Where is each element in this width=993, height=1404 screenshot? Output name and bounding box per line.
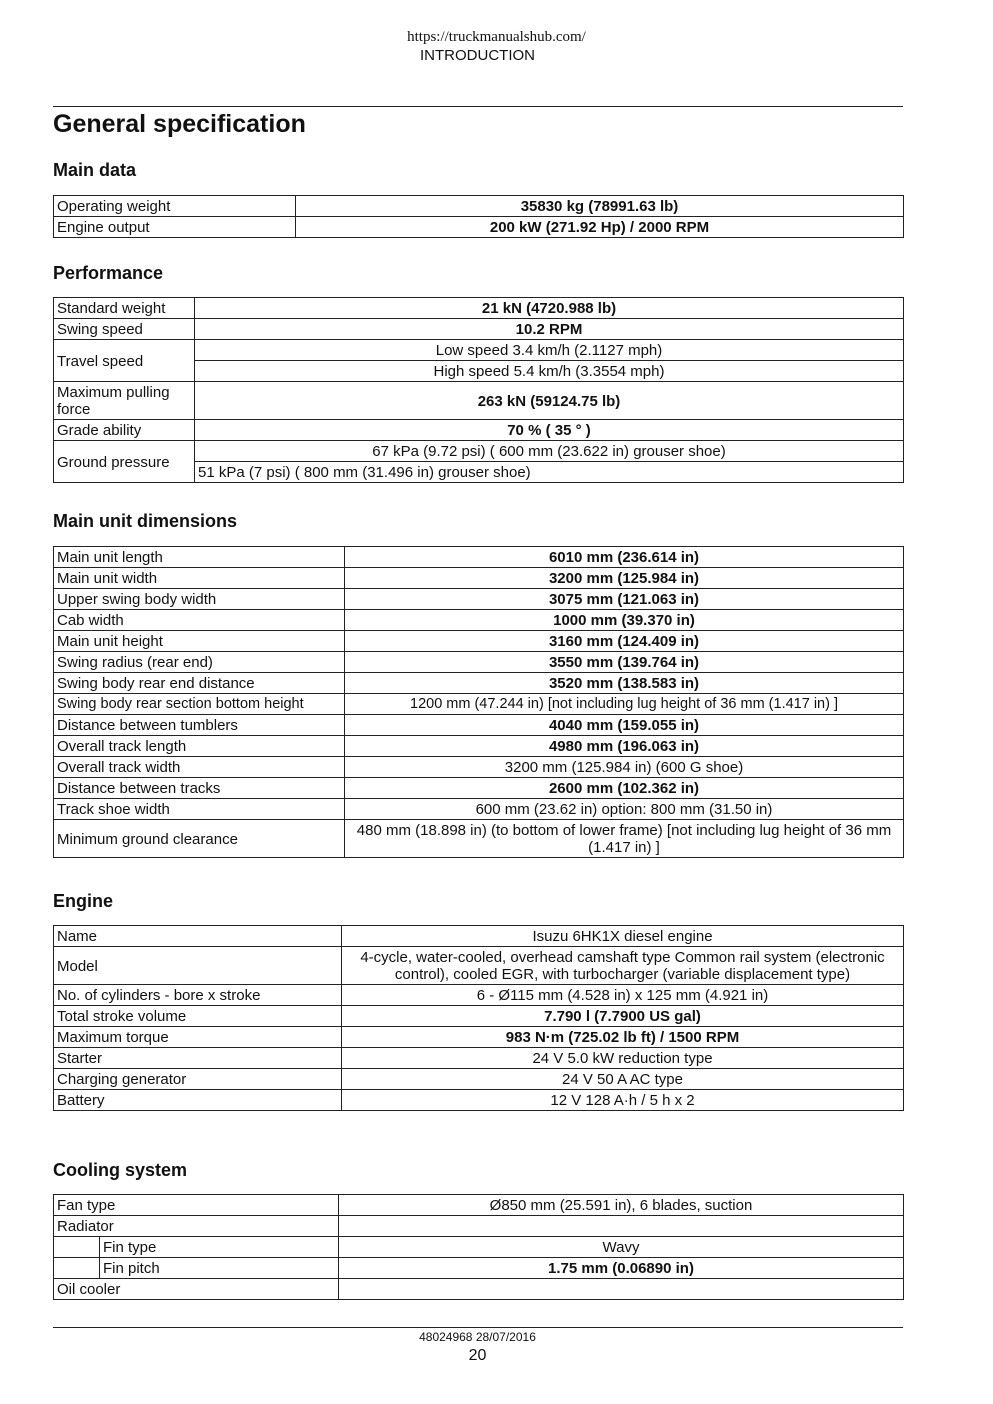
row-value: 983 N·m (725.02 lb ft) / 1500 RPM [342, 1027, 904, 1048]
row-value: Ø850 mm (25.591 in), 6 blades, suction [339, 1195, 904, 1216]
row-value: 10.2 RPM [195, 319, 904, 340]
row-value: 3550 mm (139.764 in) [345, 652, 904, 673]
row-label: Starter [54, 1048, 342, 1069]
row-value: 3520 mm (138.583 in) [345, 673, 904, 694]
row-value: 480 mm (18.898 in) (to bottom of lower frame) [not including lug height of 36 mm (1.417 in) ] [345, 820, 904, 858]
table-row [54, 298, 904, 319]
row-value: 3160 mm (124.409 in) [345, 631, 904, 652]
main-data-table [53, 195, 904, 238]
row-value: 1200 mm (47.244 in) [not including lug height of 36 mm (1.417 in) ] [345, 694, 904, 715]
row-label: Swing speed [54, 319, 195, 340]
row-value: 4-cycle, water-cooled, overhead camshaft type Common rail system (electronic control), cooled EGR, with turbocharger (variable displacement type) [342, 947, 904, 985]
table-row [54, 319, 904, 340]
row-value: 24 V 50 A AC type [342, 1069, 904, 1090]
row-value: 6010 mm (236.614 in) [345, 547, 904, 568]
table-row [54, 778, 904, 799]
row-label: Distance between tracks [54, 778, 345, 799]
row-label: Travel speed [54, 340, 195, 382]
row-label: Model [54, 947, 342, 985]
row-label: Overall track width [54, 757, 345, 778]
row-value: 600 mm (23.62 in) option: 800 mm (31.50 in) [345, 799, 904, 820]
row-value: 51 kPa (7 psi) ( 800 mm (31.496 in) grouser shoe) [195, 462, 904, 483]
row-label: Upper swing body width [54, 589, 345, 610]
row-value: 1000 mm (39.370 in) [345, 610, 904, 631]
indent-cell [54, 1258, 100, 1279]
row-label: Battery [54, 1090, 342, 1111]
section-title-dimensions: Main unit dimensions [53, 511, 238, 531]
row-value [339, 1279, 904, 1300]
cooling-table [53, 1194, 904, 1300]
row-value: 21 kN (4720.988 lb) [195, 298, 904, 319]
row-value: Wavy [339, 1237, 904, 1258]
table-row [54, 985, 904, 1006]
table-row [54, 1195, 904, 1216]
row-value: 4040 mm (159.055 in) [345, 715, 904, 736]
footer-code: 48024968 28/07/2016 [419, 1330, 536, 1344]
row-label: Minimum ground clearance [54, 820, 345, 858]
table-row [54, 1006, 904, 1027]
header-url: https://truckmanualshub.com/ [407, 29, 586, 45]
row-value: 2600 mm (102.362 in) [345, 778, 904, 799]
table-row [54, 1090, 904, 1111]
row-value: 6 - Ø115 mm (4.528 in) x 125 mm (4.921 in) [342, 985, 904, 1006]
table-row [54, 568, 904, 589]
table-row [54, 820, 904, 858]
table-row [54, 715, 904, 736]
table-row [54, 673, 904, 694]
row-label: Grade ability [54, 420, 195, 441]
row-label: Ground pressure [54, 441, 195, 483]
row-value: 3075 mm (121.063 in) [345, 589, 904, 610]
bottom-rule [53, 1327, 903, 1328]
table-row [54, 1279, 904, 1300]
row-value: Low speed 3.4 km/h (2.1127 mph) [195, 340, 904, 361]
row-value: 35830 kg (78991.63 lb) [296, 196, 904, 217]
table-row [54, 926, 904, 947]
row-label: Fin type [100, 1237, 339, 1258]
row-label: Main unit height [54, 631, 345, 652]
table-row [54, 1216, 904, 1237]
row-value: 67 kPa (9.72 psi) ( 600 mm (23.622 in) grouser shoe) [195, 441, 904, 462]
row-label: Cab width [54, 610, 345, 631]
row-label: Overall track length [54, 736, 345, 757]
table-row [54, 589, 904, 610]
row-label: Fin pitch [100, 1258, 339, 1279]
table-row [54, 757, 904, 778]
row-label: Track shoe width [54, 799, 345, 820]
table-row [54, 217, 904, 238]
row-value: Isuzu 6HK1X diesel engine [342, 926, 904, 947]
row-label: Name [54, 926, 342, 947]
row-label: Main unit length [54, 547, 345, 568]
row-value: 3200 mm (125.984 in) (600 G shoe) [345, 757, 904, 778]
row-value: 24 V 5.0 kW reduction type [342, 1048, 904, 1069]
indent-cell [54, 1237, 100, 1258]
row-value: 263 kN (59124.75 lb) [195, 382, 904, 420]
row-label: Maximum torque [54, 1027, 342, 1048]
row-value: 12 V 128 A·h / 5 h x 2 [342, 1090, 904, 1111]
row-label: Main unit width [54, 568, 345, 589]
table-row [54, 694, 904, 715]
table-row [54, 547, 904, 568]
table-row [54, 340, 904, 361]
section-title-cooling: Cooling system [53, 1160, 188, 1180]
section-title-main-data: Main data [53, 160, 137, 180]
row-value: 7.790 l (7.7900 US gal) [342, 1006, 904, 1027]
table-row [54, 947, 904, 985]
header-section: INTRODUCTION [420, 47, 535, 64]
row-value [339, 1216, 904, 1237]
row-label: No. of cylinders - bore x stroke [54, 985, 342, 1006]
row-value: 200 kW (271.92 Hp) / 2000 RPM [296, 217, 904, 238]
table-row [54, 1048, 904, 1069]
row-value: 1.75 mm (0.06890 in) [339, 1258, 904, 1279]
page-title: General specification [53, 110, 306, 138]
row-label: Oil cooler [54, 1279, 339, 1300]
row-label: Radiator [54, 1216, 339, 1237]
table-row [54, 652, 904, 673]
row-value: 3200 mm (125.984 in) [345, 568, 904, 589]
table-row [54, 382, 904, 420]
table-row [54, 799, 904, 820]
row-value: High speed 5.4 km/h (3.3554 mph) [195, 361, 904, 382]
table-row [54, 1237, 904, 1258]
row-label: Operating weight [54, 196, 296, 217]
row-label: Swing radius (rear end) [54, 652, 345, 673]
row-label: Swing body rear end distance [54, 673, 345, 694]
top-rule [53, 106, 903, 107]
table-row [54, 441, 904, 462]
engine-table [53, 925, 904, 1111]
row-label: Fan type [54, 1195, 339, 1216]
performance-table [53, 297, 904, 483]
row-label: Total stroke volume [54, 1006, 342, 1027]
row-label: Engine output [54, 217, 296, 238]
table-row [54, 610, 904, 631]
table-row [54, 736, 904, 757]
row-value: 4980 mm (196.063 in) [345, 736, 904, 757]
row-label: Charging generator [54, 1069, 342, 1090]
table-row [54, 420, 904, 441]
row-label: Standard weight [54, 298, 195, 319]
dimensions-table [53, 546, 904, 858]
row-label: Distance between tumblers [54, 715, 345, 736]
row-label: Maximum pulling force [54, 382, 195, 420]
table-row [54, 1027, 904, 1048]
table-row [54, 1258, 904, 1279]
page-number: 20 [468, 1347, 487, 1364]
section-title-performance: Performance [53, 263, 164, 283]
row-value: 70 % ( 35 ° ) [195, 420, 904, 441]
table-row [54, 196, 904, 217]
section-title-engine: Engine [53, 891, 114, 911]
row-label: Swing body rear section bottom height [54, 694, 345, 715]
table-row [54, 1069, 904, 1090]
table-row [54, 631, 904, 652]
